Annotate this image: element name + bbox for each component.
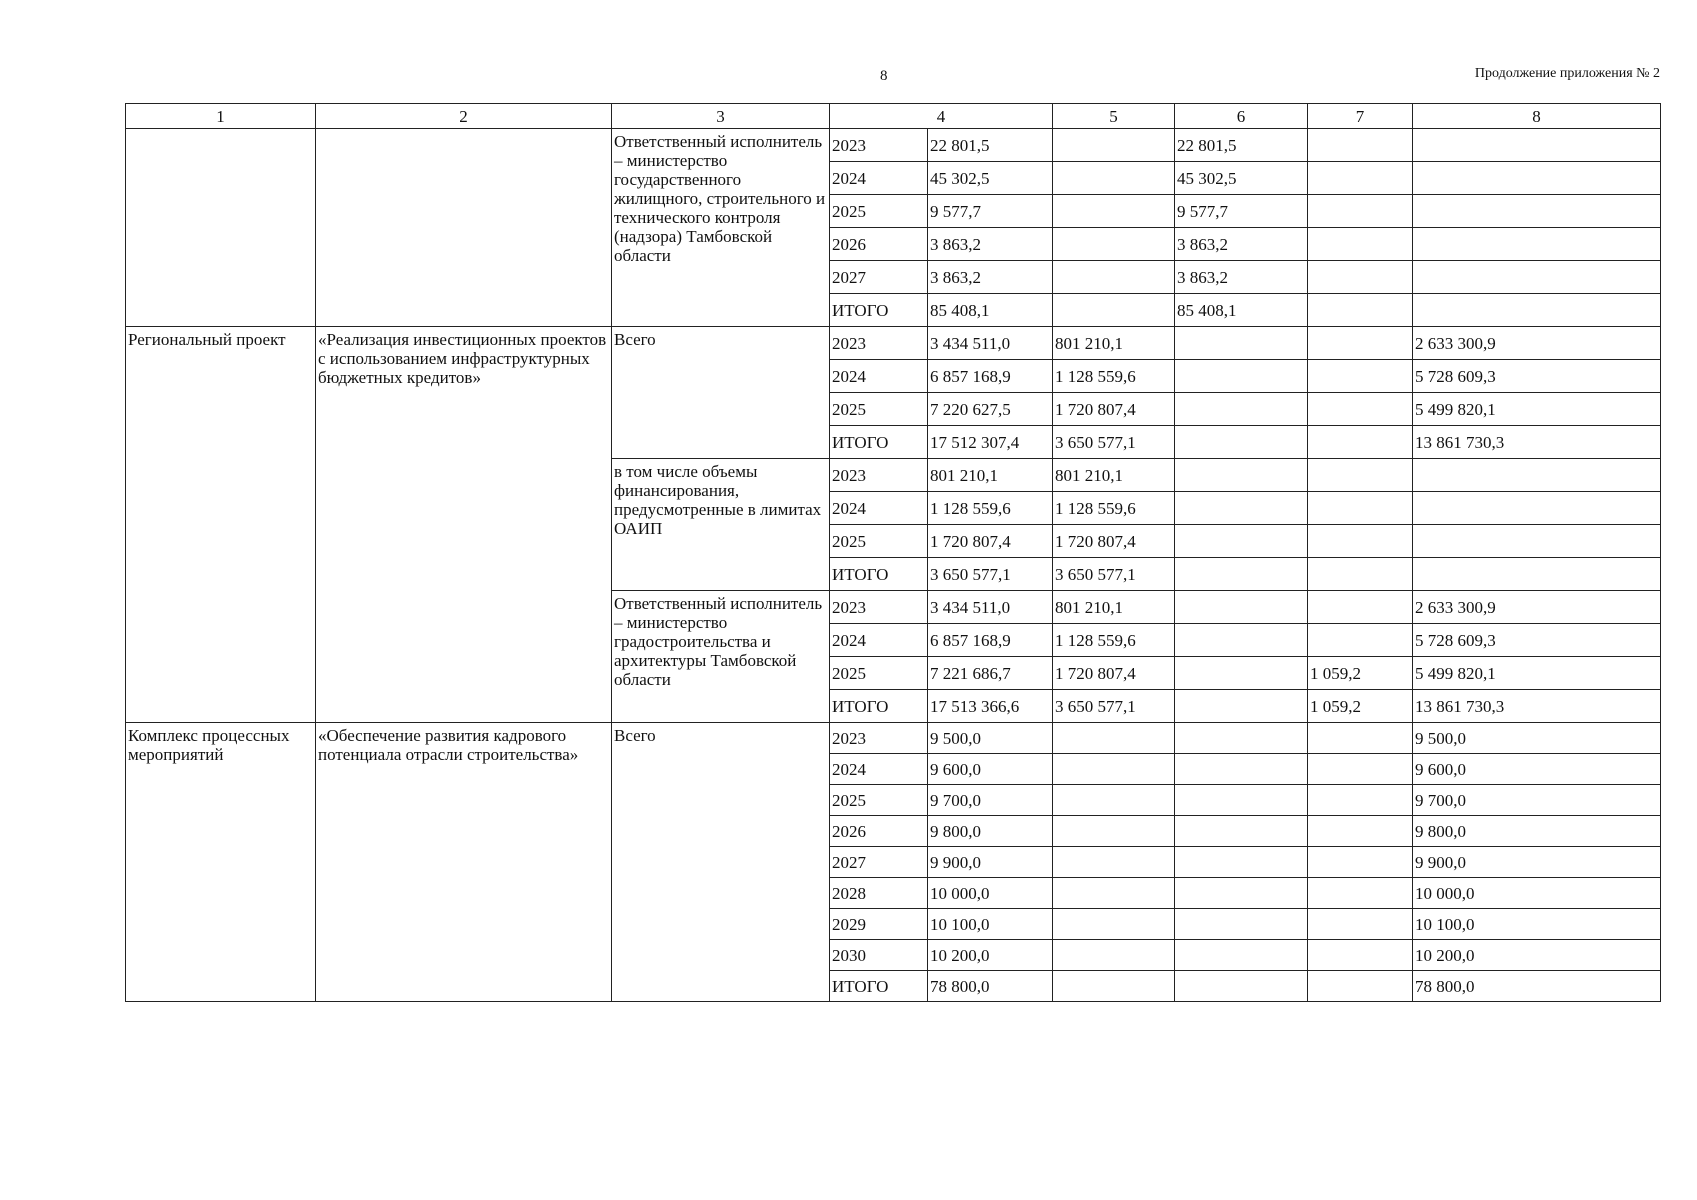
local-budget-cell	[1308, 525, 1413, 558]
federal-budget-cell	[1053, 847, 1175, 878]
total-cell: 1 720 807,4	[928, 525, 1053, 558]
total-cell: 9 500,0	[928, 723, 1053, 754]
regional-budget-cell	[1175, 816, 1308, 847]
year-cell: 2025	[830, 195, 928, 228]
regional-budget-cell: 22 801,5	[1175, 129, 1308, 162]
section-title-cell	[316, 129, 612, 327]
local-budget-cell	[1308, 591, 1413, 624]
local-budget-cell	[1308, 426, 1413, 459]
federal-budget-cell	[1053, 162, 1175, 195]
regional-budget-cell	[1175, 591, 1308, 624]
other-sources-cell	[1413, 195, 1661, 228]
column-header: 3	[612, 104, 830, 129]
other-sources-cell: 9 800,0	[1413, 816, 1661, 847]
other-sources-cell: 9 600,0	[1413, 754, 1661, 785]
local-budget-cell	[1308, 459, 1413, 492]
regional-budget-cell	[1175, 558, 1308, 591]
total-cell: 9 800,0	[928, 816, 1053, 847]
year-cell: ИТОГО	[830, 426, 928, 459]
column-header: 7	[1308, 104, 1413, 129]
year-cell: 2025	[830, 657, 928, 690]
year-cell: 2024	[830, 360, 928, 393]
total-cell: 3 863,2	[928, 261, 1053, 294]
regional-budget-cell	[1175, 847, 1308, 878]
local-budget-cell	[1308, 360, 1413, 393]
year-cell: 2024	[830, 162, 928, 195]
total-cell: 78 800,0	[928, 971, 1053, 1002]
local-budget-cell	[1308, 909, 1413, 940]
regional-budget-cell	[1175, 690, 1308, 723]
regional-budget-cell: 9 577,7	[1175, 195, 1308, 228]
year-cell: 2030	[830, 940, 928, 971]
total-cell: 9 577,7	[928, 195, 1053, 228]
local-budget-cell	[1308, 785, 1413, 816]
local-budget-cell	[1308, 162, 1413, 195]
total-cell: 10 100,0	[928, 909, 1053, 940]
section-type-cell: Региональный проект	[126, 327, 316, 723]
regional-budget-cell	[1175, 459, 1308, 492]
federal-budget-cell: 801 210,1	[1053, 327, 1175, 360]
other-sources-cell: 10 200,0	[1413, 940, 1661, 971]
year-cell: 2025	[830, 785, 928, 816]
regional-budget-cell	[1175, 909, 1308, 940]
federal-budget-cell	[1053, 723, 1175, 754]
local-budget-cell	[1308, 327, 1413, 360]
local-budget-cell	[1308, 878, 1413, 909]
year-cell: 2023	[830, 129, 928, 162]
regional-budget-cell	[1175, 624, 1308, 657]
federal-budget-cell	[1053, 129, 1175, 162]
year-cell: 2026	[830, 816, 928, 847]
year-cell: 2023	[830, 327, 928, 360]
total-cell: 10 000,0	[928, 878, 1053, 909]
page-number: 8	[880, 68, 888, 84]
total-cell: 17 513 366,6	[928, 690, 1053, 723]
other-sources-cell: 5 728 609,3	[1413, 624, 1661, 657]
local-budget-cell	[1308, 624, 1413, 657]
other-sources-cell: 9 700,0	[1413, 785, 1661, 816]
source-label-cell: Всего	[612, 723, 830, 1002]
federal-budget-cell: 1 720 807,4	[1053, 525, 1175, 558]
local-budget-cell	[1308, 847, 1413, 878]
regional-budget-cell	[1175, 971, 1308, 1002]
other-sources-cell: 10 100,0	[1413, 909, 1661, 940]
total-cell: 17 512 307,4	[928, 426, 1053, 459]
federal-budget-cell: 3 650 577,1	[1053, 426, 1175, 459]
local-budget-cell: 1 059,2	[1308, 657, 1413, 690]
local-budget-cell	[1308, 228, 1413, 261]
column-header: 5	[1053, 104, 1175, 129]
year-cell: 2029	[830, 909, 928, 940]
continuation-note: Продолжение приложения № 2	[1474, 66, 1660, 81]
regional-budget-cell	[1175, 426, 1308, 459]
federal-budget-cell	[1053, 878, 1175, 909]
year-cell: 2023	[830, 723, 928, 754]
federal-budget-cell	[1053, 294, 1175, 327]
total-cell: 6 857 168,9	[928, 360, 1053, 393]
federal-budget-cell	[1053, 195, 1175, 228]
federal-budget-cell: 801 210,1	[1053, 459, 1175, 492]
federal-budget-cell	[1053, 816, 1175, 847]
local-budget-cell	[1308, 492, 1413, 525]
source-label-cell: Ответственный исполнитель – министерство градостроительства и архитектуры Тамбовской области	[612, 591, 830, 723]
federal-budget-cell: 1 128 559,6	[1053, 492, 1175, 525]
total-cell: 801 210,1	[928, 459, 1053, 492]
total-cell: 3 650 577,1	[928, 558, 1053, 591]
federal-budget-cell: 1 128 559,6	[1053, 360, 1175, 393]
other-sources-cell: 13 861 730,3	[1413, 690, 1661, 723]
other-sources-cell	[1413, 492, 1661, 525]
other-sources-cell	[1413, 294, 1661, 327]
regional-budget-cell: 3 863,2	[1175, 228, 1308, 261]
regional-budget-cell	[1175, 657, 1308, 690]
federal-budget-cell: 1 720 807,4	[1053, 657, 1175, 690]
other-sources-cell	[1413, 129, 1661, 162]
local-budget-cell	[1308, 294, 1413, 327]
year-cell: 2025	[830, 393, 928, 426]
local-budget-cell	[1308, 393, 1413, 426]
year-cell: ИТОГО	[830, 690, 928, 723]
year-cell: 2027	[830, 261, 928, 294]
regional-budget-cell: 85 408,1	[1175, 294, 1308, 327]
column-header: 4	[830, 104, 1053, 129]
total-cell: 9 700,0	[928, 785, 1053, 816]
local-budget-cell	[1308, 940, 1413, 971]
federal-budget-cell	[1053, 754, 1175, 785]
total-cell: 3 434 511,0	[928, 591, 1053, 624]
section-type-cell	[126, 129, 316, 327]
table-row	[126, 327, 1661, 360]
other-sources-cell: 13 861 730,3	[1413, 426, 1661, 459]
source-label-cell: Ответственный исполнитель – министерство государственного жилищного, строительного и технического контроля (надзора) Тамбовской области	[612, 129, 830, 327]
year-cell: 2023	[830, 591, 928, 624]
other-sources-cell: 2 633 300,9	[1413, 327, 1661, 360]
other-sources-cell: 5 499 820,1	[1413, 657, 1661, 690]
year-cell: ИТОГО	[830, 971, 928, 1002]
federal-budget-cell	[1053, 261, 1175, 294]
year-cell: 2026	[830, 228, 928, 261]
total-cell: 7 221 686,7	[928, 657, 1053, 690]
local-budget-cell	[1308, 816, 1413, 847]
regional-budget-cell: 3 863,2	[1175, 261, 1308, 294]
year-cell: ИТОГО	[830, 558, 928, 591]
column-header: 6	[1175, 104, 1308, 129]
source-label-cell: в том числе объемы финансирования, предусмотренные в лимитах ОАИП	[612, 459, 830, 591]
other-sources-cell: 5 728 609,3	[1413, 360, 1661, 393]
regional-budget-cell	[1175, 785, 1308, 816]
column-number-row	[126, 104, 1661, 129]
regional-budget-cell: 45 302,5	[1175, 162, 1308, 195]
local-budget-cell	[1308, 129, 1413, 162]
local-budget-cell	[1308, 723, 1413, 754]
year-cell: 2027	[830, 847, 928, 878]
column-header: 2	[316, 104, 612, 129]
table-body	[126, 129, 1661, 1002]
column-header: 1	[126, 104, 316, 129]
local-budget-cell	[1308, 754, 1413, 785]
federal-budget-cell	[1053, 909, 1175, 940]
year-cell: 2023	[830, 459, 928, 492]
total-cell: 22 801,5	[928, 129, 1053, 162]
financing-table	[125, 103, 1661, 1002]
federal-budget-cell	[1053, 228, 1175, 261]
federal-budget-cell	[1053, 971, 1175, 1002]
local-budget-cell	[1308, 195, 1413, 228]
federal-budget-cell	[1053, 785, 1175, 816]
other-sources-cell: 2 633 300,9	[1413, 591, 1661, 624]
local-budget-cell: 1 059,2	[1308, 690, 1413, 723]
regional-budget-cell	[1175, 393, 1308, 426]
local-budget-cell	[1308, 971, 1413, 1002]
federal-budget-cell: 3 650 577,1	[1053, 558, 1175, 591]
local-budget-cell	[1308, 558, 1413, 591]
total-cell: 45 302,5	[928, 162, 1053, 195]
other-sources-cell	[1413, 558, 1661, 591]
regional-budget-cell	[1175, 492, 1308, 525]
total-cell: 1 128 559,6	[928, 492, 1053, 525]
column-header: 8	[1413, 104, 1661, 129]
total-cell: 3 434 511,0	[928, 327, 1053, 360]
total-cell: 85 408,1	[928, 294, 1053, 327]
table-row	[126, 129, 1661, 162]
other-sources-cell: 5 499 820,1	[1413, 393, 1661, 426]
other-sources-cell: 9 900,0	[1413, 847, 1661, 878]
federal-budget-cell: 1 720 807,4	[1053, 393, 1175, 426]
section-title-cell: «Реализация инвестиционных проектов с использованием инфраструктурных бюджетных кредитов»	[316, 327, 612, 723]
other-sources-cell	[1413, 525, 1661, 558]
regional-budget-cell	[1175, 878, 1308, 909]
federal-budget-cell: 3 650 577,1	[1053, 690, 1175, 723]
source-label-cell: Всего	[612, 327, 830, 459]
other-sources-cell	[1413, 228, 1661, 261]
other-sources-cell	[1413, 261, 1661, 294]
regional-budget-cell	[1175, 723, 1308, 754]
total-cell: 6 857 168,9	[928, 624, 1053, 657]
other-sources-cell: 10 000,0	[1413, 878, 1661, 909]
section-type-cell: Комплекс процессных мероприятий	[126, 723, 316, 1002]
federal-budget-cell: 1 128 559,6	[1053, 624, 1175, 657]
federal-budget-cell: 801 210,1	[1053, 591, 1175, 624]
total-cell: 9 900,0	[928, 847, 1053, 878]
year-cell: ИТОГО	[830, 294, 928, 327]
year-cell: 2024	[830, 754, 928, 785]
regional-budget-cell	[1175, 360, 1308, 393]
total-cell: 3 863,2	[928, 228, 1053, 261]
section-title-cell: «Обеспечение развития кадрового потенциала отрасли строительства»	[316, 723, 612, 1002]
federal-budget-cell	[1053, 940, 1175, 971]
year-cell: 2028	[830, 878, 928, 909]
regional-budget-cell	[1175, 754, 1308, 785]
total-cell: 9 600,0	[928, 754, 1053, 785]
regional-budget-cell	[1175, 940, 1308, 971]
year-cell: 2024	[830, 492, 928, 525]
regional-budget-cell	[1175, 327, 1308, 360]
other-sources-cell	[1413, 162, 1661, 195]
table-row	[126, 723, 1661, 754]
local-budget-cell	[1308, 261, 1413, 294]
year-cell: 2024	[830, 624, 928, 657]
total-cell: 10 200,0	[928, 940, 1053, 971]
year-cell: 2025	[830, 525, 928, 558]
total-cell: 7 220 627,5	[928, 393, 1053, 426]
other-sources-cell: 9 500,0	[1413, 723, 1661, 754]
other-sources-cell: 78 800,0	[1413, 971, 1661, 1002]
other-sources-cell	[1413, 459, 1661, 492]
regional-budget-cell	[1175, 525, 1308, 558]
